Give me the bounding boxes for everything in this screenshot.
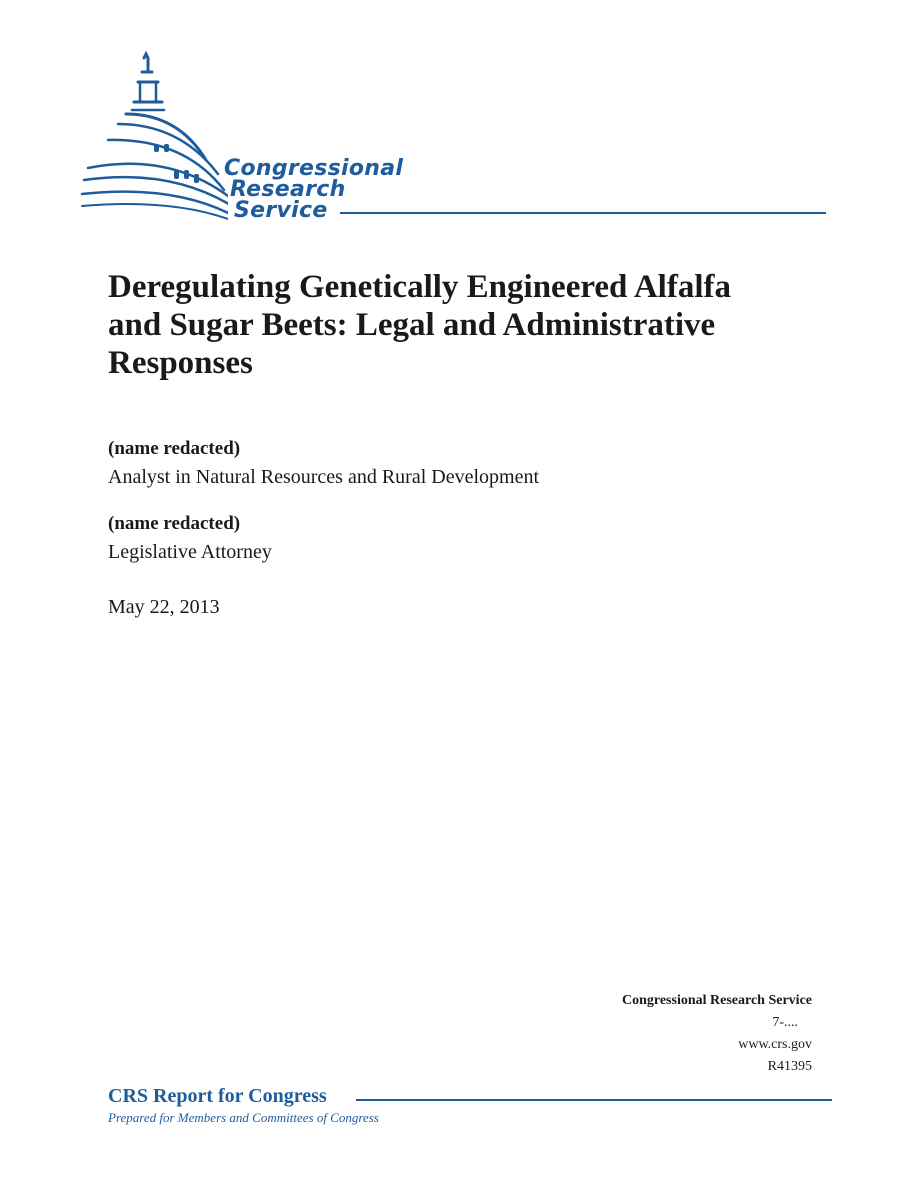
author-2-role: Legislative Attorney [108, 541, 272, 563]
report-title: Deregulating Genetically Engineered Alfalfa and Sugar Beets: Legal and Administrative Responses [108, 269, 731, 381]
publisher-block [622, 990, 812, 1078]
report-number: R41395 [767, 1059, 812, 1074]
logo-rule [340, 212, 826, 214]
report-date: May 22, 2013 [108, 596, 220, 618]
footer-title: CRS Report for Congress [108, 1085, 327, 1107]
publisher-code: 7-.... [772, 1015, 798, 1030]
publisher-website[interactable]: www.crs.gov [738, 1037, 812, 1052]
author-2-name: (name redacted) [108, 513, 241, 534]
footer-rule [356, 1099, 832, 1101]
logo-text-congressional: Congressional [224, 156, 404, 181]
logo-text-research: Research [230, 177, 346, 202]
capitol-dome-icon [78, 50, 228, 225]
author-1-role: Analyst in Natural Resources and Rural Development [108, 466, 539, 488]
logo-text-service: Service [234, 198, 328, 223]
publisher-org: Congressional Research Service [621, 993, 812, 1008]
crs-logo [78, 50, 838, 225]
author-1-name: (name redacted) [108, 438, 241, 459]
footer-subtitle: Prepared for Members and Committees of Congress [108, 1110, 379, 1125]
